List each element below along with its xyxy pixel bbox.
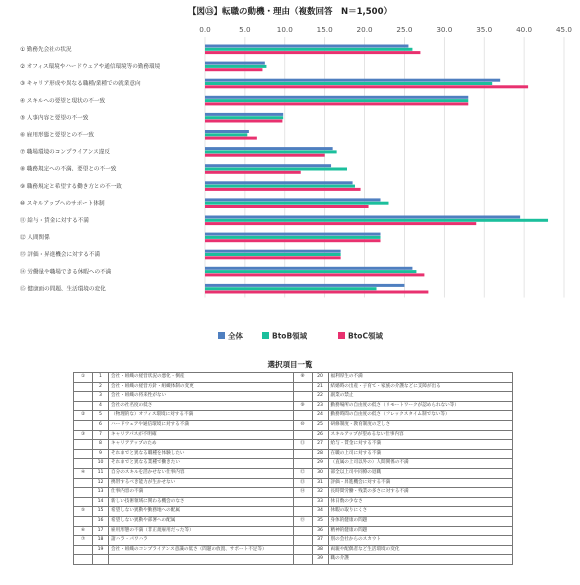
category-label: ⑨ 職務規定と希望する働き方との不一致	[20, 183, 122, 190]
table-text: 諸ハラ・パワハラ	[109, 536, 294, 546]
table-cat: ⑬	[293, 478, 312, 488]
table-text: 給与・賃金に対する不満	[328, 440, 513, 450]
table-text: 会社・組織の経営方針・組織体制の変更	[109, 382, 294, 392]
table-num: 6	[93, 420, 109, 430]
bar	[205, 147, 333, 150]
table-cat: ⑭	[293, 488, 312, 498]
category-label: ⑧ 職務規定への不満、要望との不一致	[20, 166, 117, 173]
legend-swatch	[338, 332, 345, 339]
bar	[205, 222, 476, 225]
table-cat	[74, 555, 93, 565]
table-text: 自分のスキルを活かせない仕事内容	[109, 468, 294, 478]
table-cat	[293, 382, 312, 392]
bar	[205, 250, 341, 253]
table-num: 17	[93, 526, 109, 536]
table-cat	[74, 516, 93, 526]
options-table	[73, 372, 513, 565]
table-num: 37	[312, 536, 328, 546]
bar	[205, 273, 424, 276]
table-num: 11	[93, 468, 109, 478]
table-cat	[293, 392, 312, 402]
table-num: 23	[312, 401, 328, 411]
table-row	[74, 411, 513, 421]
table-text: 別の会社からのスカウト	[328, 536, 513, 546]
bar	[205, 116, 283, 119]
table-num: 19	[93, 545, 109, 555]
table-text	[109, 555, 294, 565]
table-cat	[74, 497, 93, 507]
table-num: 12	[93, 478, 109, 488]
bar	[205, 188, 361, 191]
table-cat	[293, 536, 312, 546]
table-num: 18	[93, 536, 109, 546]
table-text: 会社・組織の将来性がない	[109, 392, 294, 402]
table-row	[74, 478, 513, 488]
table-text: 仕事内容の不満	[109, 488, 294, 498]
table-num: 20	[312, 373, 328, 383]
bar	[205, 113, 283, 116]
table-text: 副業の禁止	[328, 392, 513, 402]
category-label: ④ スキルへの要望と現状の不一致	[20, 98, 106, 105]
table-title: 選択項目一覧	[267, 360, 313, 369]
bar	[205, 185, 355, 188]
table-row	[74, 555, 513, 565]
table-num: 38	[312, 545, 328, 555]
table-cat: ⑫	[293, 468, 312, 478]
x-tick-label: 10.0	[276, 25, 293, 34]
bar	[205, 96, 468, 99]
x-tick-label: 5.0	[239, 25, 251, 34]
table-num: 26	[312, 430, 328, 440]
table-text: 福利厚生の不満	[328, 373, 513, 383]
table-text: 雇用形態の不満（非正規雇用だった等）	[109, 526, 294, 536]
table-num: 24	[312, 411, 328, 421]
category-labels	[20, 45, 161, 292]
table-cat: ⑨	[293, 401, 312, 411]
table-text: 新しい技術領域に関わる機会のなさ	[109, 497, 294, 507]
table-row	[74, 401, 513, 411]
table-cat	[293, 555, 312, 565]
table-row	[74, 536, 513, 546]
legend-swatch	[218, 332, 225, 339]
bar	[205, 205, 369, 208]
category-label: ⑮ 健康面の問題、生活環境の変化	[20, 286, 106, 293]
table-num: 16	[93, 516, 109, 526]
table-num: 29	[312, 459, 328, 469]
table-cat	[74, 401, 93, 411]
table-text: キャリアアップのため	[109, 440, 294, 450]
table-text: 部全以上司や同僚の退職	[328, 468, 513, 478]
table-row	[74, 526, 513, 536]
table-num: 39	[312, 555, 328, 565]
table-num: 5	[93, 411, 109, 421]
table-num: 15	[93, 507, 109, 517]
bar	[205, 48, 412, 51]
table-cat	[74, 478, 93, 488]
table-text: 会社・組織のコンプライアンス意識の低さ（問題の放置、サポート不足等）	[109, 545, 294, 555]
bar	[205, 130, 249, 133]
category-label: ① 勤務先会社の状況	[20, 47, 72, 53]
table-cat	[74, 545, 93, 555]
category-label: ⑤ 人事内容と要望の不一致	[20, 115, 89, 122]
x-tick-label: 25.0	[396, 25, 413, 34]
bar	[205, 150, 337, 153]
table-num: 27	[312, 440, 328, 450]
table-text: 勤務時間の自由度の低さ（フレックスタイム制でない等）	[328, 411, 513, 421]
table-num: 7	[93, 430, 109, 440]
table-row	[74, 449, 513, 459]
table-text: 在職の上司に対する不満	[328, 449, 513, 459]
bar	[205, 171, 301, 174]
table-row	[74, 382, 513, 392]
table-cat: ⑦	[74, 536, 93, 546]
table-text: 両親や配偶者など生活環境の変化	[328, 545, 513, 555]
table-row	[74, 468, 513, 478]
legend-label: 全体	[228, 331, 243, 341]
bar	[205, 284, 404, 287]
table-cat	[74, 420, 93, 430]
bar	[205, 45, 408, 48]
bar	[205, 233, 381, 236]
table-row	[74, 488, 513, 498]
table-cat: ⑪	[293, 440, 312, 450]
bar	[205, 239, 381, 242]
table-row	[74, 440, 513, 450]
table-text: 希望しない異動や勤務地への配属	[109, 507, 294, 517]
table-cat: ⑥	[74, 526, 93, 536]
table-row	[74, 507, 513, 517]
category-label: ⑦ 職場環境のコンプライアンス違反	[20, 149, 110, 156]
bar	[205, 65, 266, 68]
bar	[205, 267, 412, 270]
table-text: 希望しない異動や部署への配属	[109, 516, 294, 526]
table-cat	[293, 449, 312, 459]
table-text: 職の介護	[328, 555, 513, 565]
table-row	[74, 420, 513, 430]
chart-title: 【図⑬】転職の動機・理由（複数回答 N＝1,500）	[187, 7, 393, 17]
table-cat	[293, 459, 312, 469]
bar	[205, 253, 341, 256]
table-num: 2	[93, 382, 109, 392]
table-cat	[74, 459, 93, 469]
table-cat	[293, 545, 312, 555]
bar	[205, 79, 500, 82]
table-num: 32	[312, 488, 328, 498]
bar	[205, 120, 282, 123]
table-cat	[74, 392, 93, 402]
bar	[205, 287, 377, 290]
bar	[205, 164, 331, 167]
table-row	[74, 516, 513, 526]
table-text: 結婚時の出産・子育て・家族の介護などに支障が出る	[328, 382, 513, 392]
category-label: ⑭ 労働量や職場できる休暇への不満	[20, 269, 112, 276]
table-num	[93, 555, 109, 565]
table-num: 30	[312, 468, 328, 478]
legend-swatch	[262, 332, 269, 339]
table-text: 会社・組織の経営状況の悪化・倒産	[109, 373, 294, 383]
table-text: それまでと異なる職種を体験したい	[109, 449, 294, 459]
category-label: ⑬ 評価・昇進機会に対する不満	[20, 252, 101, 259]
table-cat	[293, 507, 312, 517]
bar	[205, 236, 381, 239]
table-num: 33	[312, 497, 328, 507]
bar	[205, 82, 492, 85]
bar	[205, 219, 548, 222]
table-num: 8	[93, 440, 109, 450]
bar	[205, 154, 325, 157]
bar	[205, 68, 262, 71]
table-num: 3	[93, 392, 109, 402]
table-cat: ⑤	[74, 507, 93, 517]
table-num: 35	[312, 516, 328, 526]
legend	[218, 331, 383, 341]
x-tick-label: 40.0	[516, 25, 533, 34]
x-tick-label: 20.0	[356, 25, 373, 34]
legend-label: BtoC領域	[348, 331, 383, 341]
table-num: 34	[312, 507, 328, 517]
x-tick-label: 45.0	[555, 25, 573, 34]
bar	[205, 102, 468, 105]
legend-label: BtoB領域	[272, 331, 308, 341]
table-row	[74, 430, 513, 440]
table-num: 14	[93, 497, 109, 507]
table-text: 身体的健康の問題	[328, 516, 513, 526]
category-label: ② オフィス環境やハードウェアや通信環境等の勤務環境	[20, 64, 161, 71]
table-cat: ③	[74, 430, 93, 440]
category-label: ③ キャリア形成や異なる職種/業種での就業意向	[20, 81, 141, 88]
bar	[205, 51, 420, 54]
table-num: 25	[312, 420, 328, 430]
bar	[205, 181, 353, 184]
table-text: 長時間労働・残業の多さに対する不満	[328, 488, 513, 498]
table-cat: ⑧	[293, 373, 312, 383]
table-cat: ④	[74, 468, 93, 478]
table-row	[74, 459, 513, 469]
table-cat	[74, 440, 93, 450]
bar	[205, 291, 428, 294]
table-row	[74, 497, 513, 507]
bar	[205, 202, 388, 205]
table-text: （直属の上司以外の）人間関係の不満	[328, 459, 513, 469]
table-num: 10	[93, 459, 109, 469]
table-text: 休日数の少なさ	[328, 497, 513, 507]
table-text: 勤務場所の自由度の低さ（リモートワークが認められない等）	[328, 401, 513, 411]
table-text: 携帯するべき能力が生かせない	[109, 478, 294, 488]
bar	[205, 99, 468, 102]
table-cat: ⑮	[293, 516, 312, 526]
table-cat: ②	[74, 411, 93, 421]
table-cat: ①	[74, 373, 93, 383]
table-text: （物理的な）オフィス環境に対する不満	[109, 411, 294, 421]
table-text: ハードウェアや通信環境に対する不満	[109, 420, 294, 430]
category-label: ⑩ スキルアップへのサポート体制	[20, 200, 105, 207]
table-text: キャリアパスが不明確	[109, 430, 294, 440]
x-tick-label: 0.0	[199, 25, 211, 34]
table-cat: ⑩	[293, 420, 312, 430]
table-num: 28	[312, 449, 328, 459]
bars	[205, 45, 548, 294]
table-row	[74, 392, 513, 402]
table-num: 4	[93, 401, 109, 411]
bar	[205, 270, 416, 273]
table-num: 1	[93, 373, 109, 383]
table-num: 31	[312, 478, 328, 488]
category-label: ⑫ 人間関係	[20, 235, 50, 242]
table-text: 会社の社名度の低さ	[109, 401, 294, 411]
table-cat	[293, 430, 312, 440]
table-cat	[293, 526, 312, 536]
table-num: 21	[312, 382, 328, 392]
table-cat	[74, 382, 93, 392]
bar	[205, 137, 257, 140]
bar	[205, 216, 520, 219]
table-num: 36	[312, 526, 328, 536]
table-cat	[293, 411, 312, 421]
table-text: 休暇の取りにくさ	[328, 507, 513, 517]
bar	[205, 198, 381, 201]
x-tick-label: 35.0	[476, 25, 493, 34]
x-tick-labels	[199, 25, 572, 34]
bar	[205, 133, 247, 136]
table-cat	[74, 488, 93, 498]
x-tick-label: 30.0	[436, 25, 453, 34]
bar	[205, 168, 347, 171]
table-text: それまでと異なる業種で働きたい	[109, 459, 294, 469]
table-num: 9	[93, 449, 109, 459]
bar	[205, 256, 341, 259]
table-text: 研修制度・教育制度の乏しさ	[328, 420, 513, 430]
category-label: ⑥ 雇用形態と要望との不一致	[20, 132, 94, 139]
table-row	[74, 373, 513, 383]
bar	[205, 85, 528, 88]
table-num: 22	[312, 392, 328, 402]
table-cat	[74, 449, 93, 459]
x-tick-label: 15.0	[316, 25, 333, 34]
category-label: ⑪ 給与・賃金に対する不満	[20, 218, 89, 224]
table-text: 評価・昇進機会に対する不満	[328, 478, 513, 488]
table-num: 13	[93, 488, 109, 498]
table-text: 精神的健康の問題	[328, 526, 513, 536]
table-text: スキルアップが望めるない仕事内容	[328, 430, 513, 440]
table-row	[74, 545, 513, 555]
table-cat	[293, 497, 312, 507]
bar	[205, 62, 265, 65]
